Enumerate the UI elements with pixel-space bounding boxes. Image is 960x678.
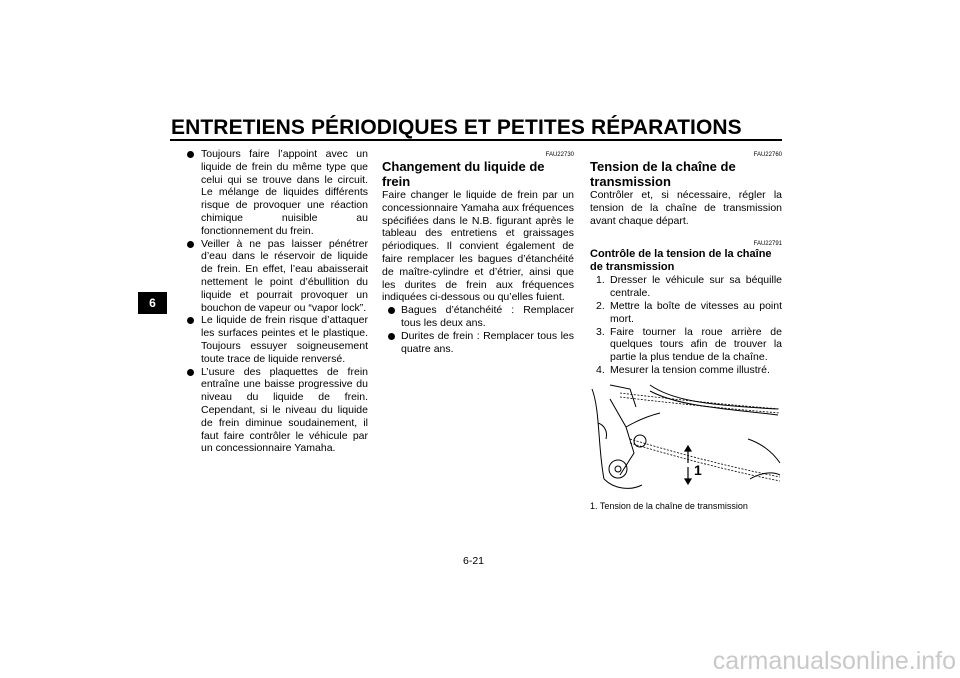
bullet-icon: [187, 241, 194, 248]
chapter-tab: 6: [138, 292, 167, 314]
drive-chain-illustration: [590, 379, 782, 498]
header-rule: [170, 139, 782, 141]
section-code: FAU22730: [545, 152, 574, 158]
steps-list: [590, 274, 782, 376]
section-paragraph: Faire changer le liquide de frein par un concessionnaire Yamaha aux fréquences spécifiées dans le N.B. figurant après le tableau des entretiens et graissages périodiques. Il convient également de faire remplacer les bagues d’étanchéité de maître-cylindre et d’étrier, ainsi que les durites de frein aux fréquences indiquées ci-dessous ou qu’elles fuient.: [382, 189, 574, 304]
list-item: Durites de frein : Remplacer tous les quatre ans.: [388, 330, 574, 356]
list-item: Bagues d’étanchéité : Remplacer tous les deux ans.: [388, 304, 574, 330]
list-item: 1. Dresser le véhicule sur sa béquille centrale.: [596, 274, 782, 300]
bullet-icon: [187, 317, 194, 324]
column-3: [590, 152, 782, 377]
list-item: 2. Mettre la boîte de vitesses au point mort.: [596, 299, 782, 325]
bullet-icon: [187, 369, 194, 376]
column-1: [186, 148, 368, 455]
bullet-icon: [187, 151, 194, 158]
figure-caption: 1. Tension de la chaîne de transmission: [590, 501, 748, 511]
subsection-title: Contrôle de la tension de la chaîne de transmission: [590, 248, 772, 274]
watermark: carmanualsonline.info: [712, 647, 956, 675]
section-title: Tension de la chaîne de transmission: [590, 159, 736, 189]
section-code: FAU22760: [753, 152, 782, 158]
list-item: 3. Faire tourner la roue arrière de quelques tours afin de trouver la partie la plus tendue de la chaîne.: [596, 325, 782, 364]
replacement-bullet-list: [382, 304, 574, 355]
subsection-code: FAU22791: [753, 241, 782, 248]
figure-callout-label: 1: [694, 462, 702, 478]
bullet-icon: [388, 333, 395, 340]
page-title: ENTRETIENS PÉRIODIQUES ET PETITES RÉPARATIONS: [171, 116, 742, 139]
section-title: Changement du liquide de frein: [382, 159, 545, 189]
list-item: Le liquide de frein risque d’attaquer les surfaces peintes et le plastique. Toujours essuyer soigneusement toute trace de liquide renversé.: [186, 314, 368, 365]
caution-bullet-list: [186, 148, 368, 455]
bullet-icon: [388, 307, 395, 314]
column-2: [382, 152, 574, 355]
page-number: 6-21: [463, 555, 485, 567]
list-item: Veiller à ne pas laisser pénétrer d’eau dans le réservoir de liquide de frein. En effet, l’eau abaisserait nettement le point d’ébullition du liquide et pourrait provoquer un bouchon de vapeur ou “vapor lock”.: [186, 238, 368, 315]
list-item: Toujours faire l’appoint avec un liquide de frein du même type que celui qui se trouve dans le circuit. Le mélange de liquides différents risque de provoquer une réaction chimique nuisible au fonctionnement du frein.: [186, 148, 368, 238]
list-item: L’usure des plaquettes de frein entraîne une baisse progressive du niveau du liquide de frein. Cependant, si le niveau du liquide de frein diminue soudainement, il faut faire contrôler le véhicule par un concessionnaire Yamaha.: [186, 366, 368, 456]
list-item: 4. Mesurer la tension comme illustré.: [596, 363, 770, 376]
section-paragraph: Contrôler et, si nécessaire, régler la tension de la chaîne de transmission avant chaque départ.: [590, 189, 782, 227]
